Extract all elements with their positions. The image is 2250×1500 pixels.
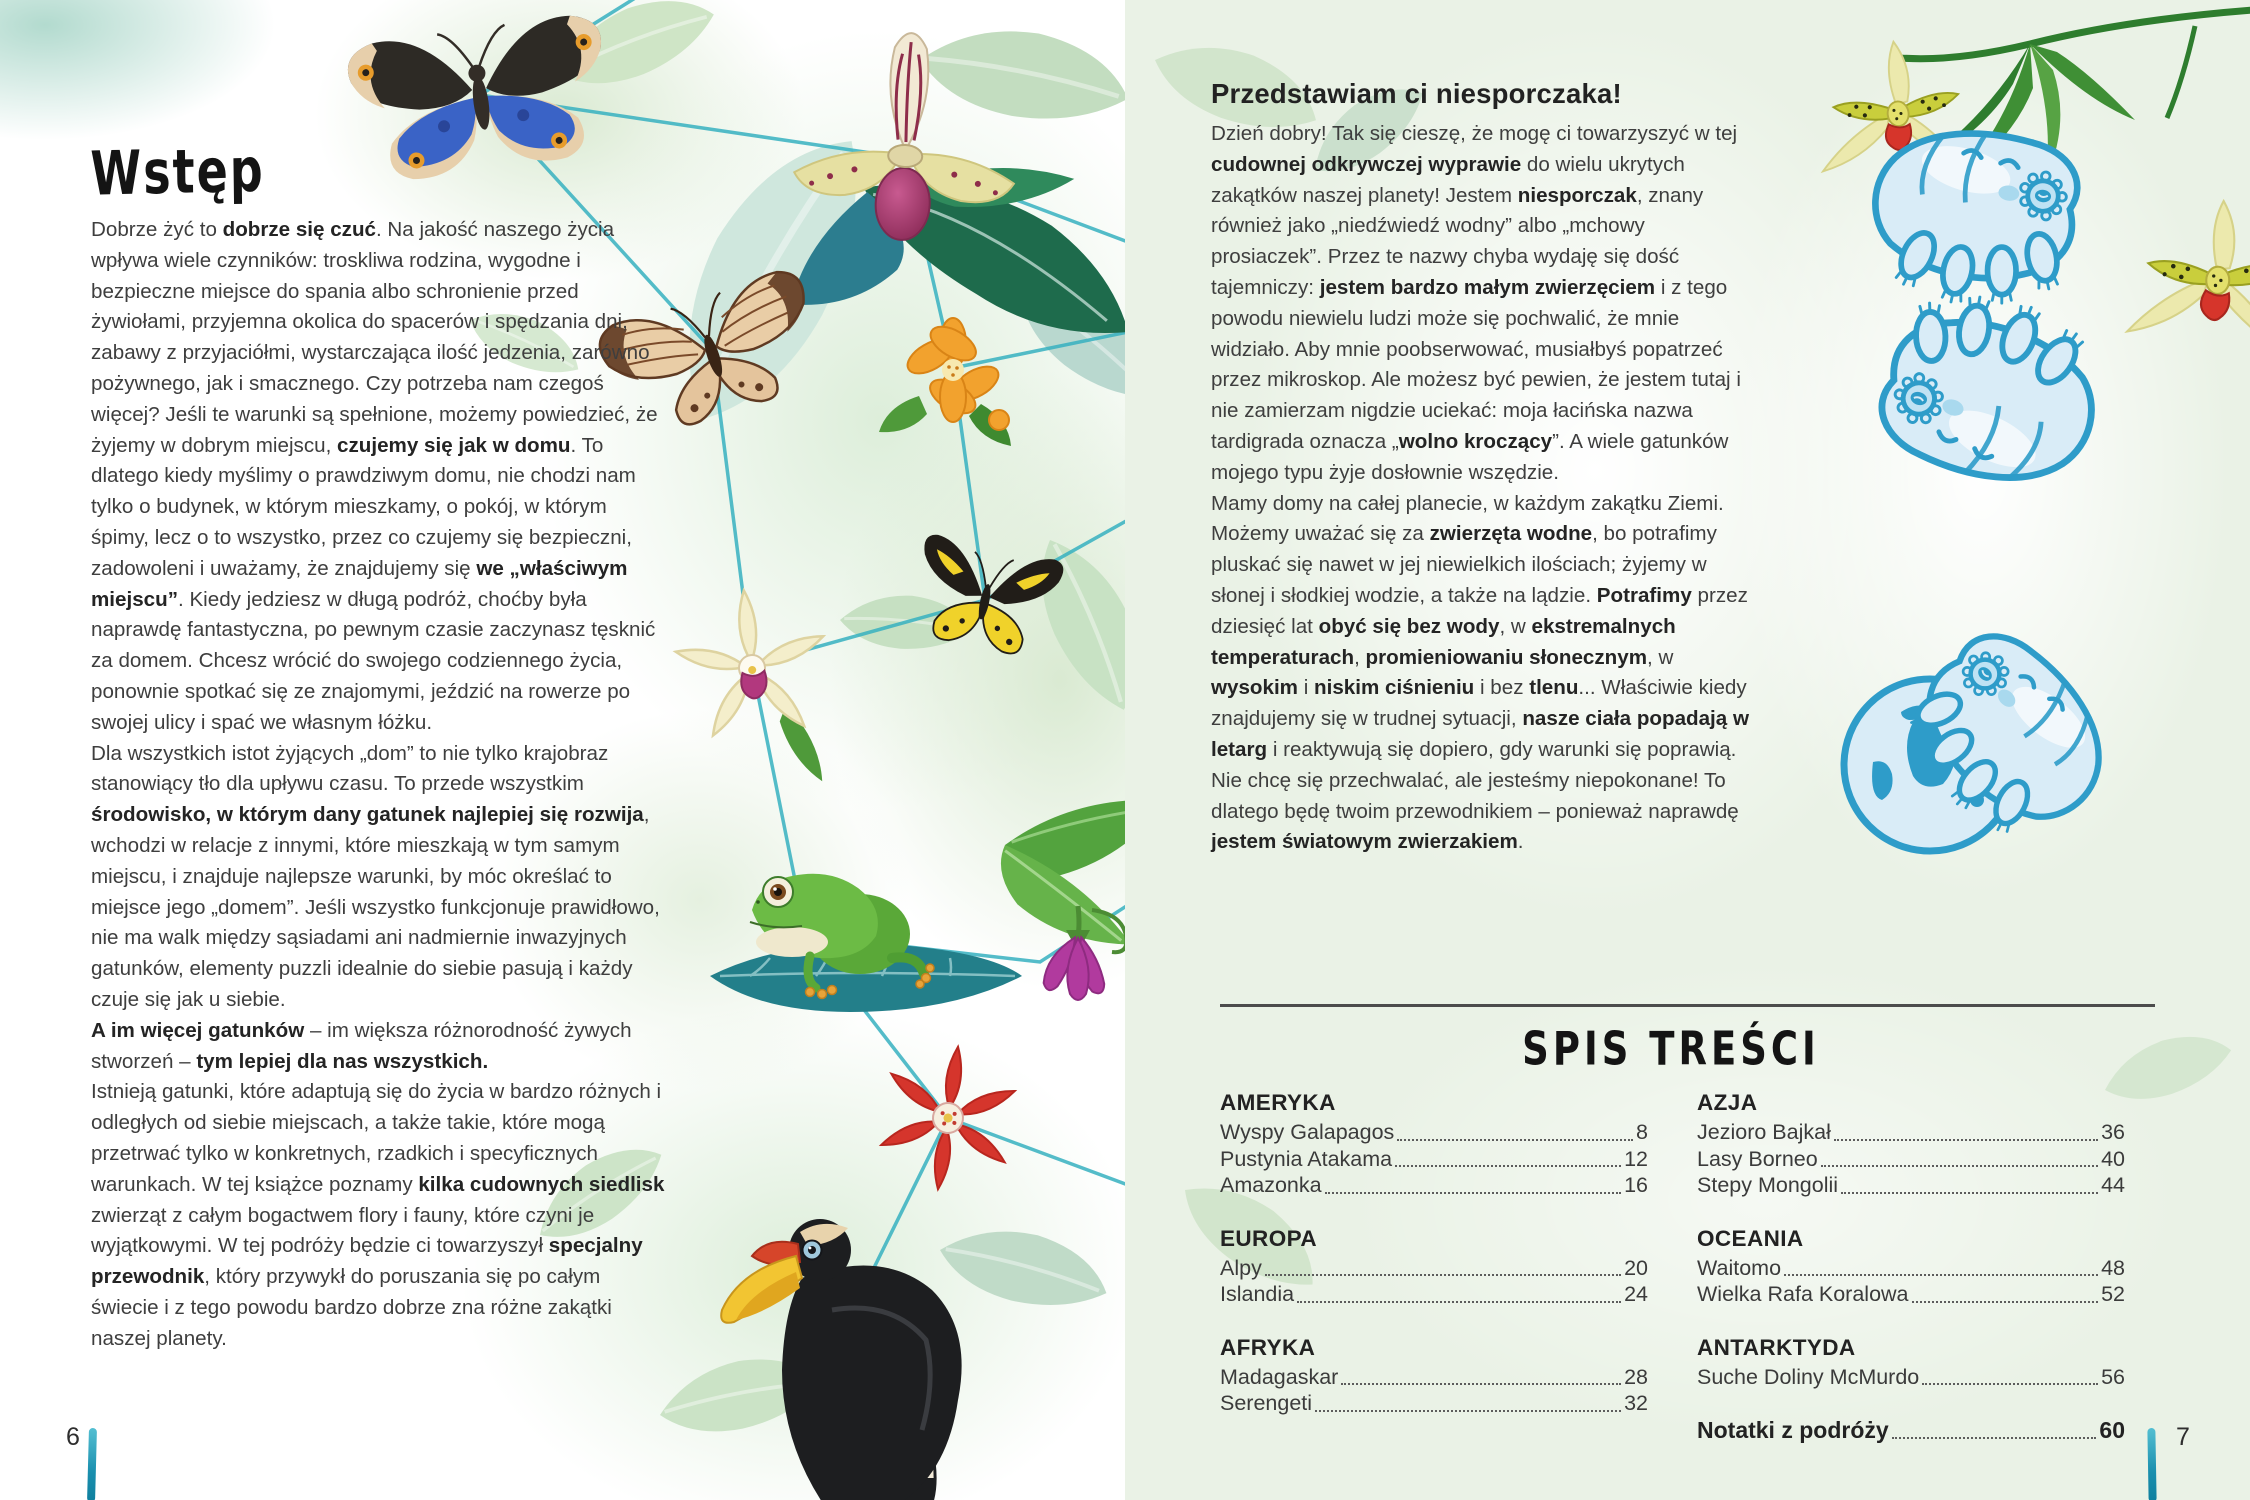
toc-item xyxy=(1220,1172,1648,1199)
toc-region-header: EUROPA xyxy=(1220,1225,1317,1251)
toc-item-page: 48 xyxy=(2101,1255,2125,1280)
intro-body-text xyxy=(91,215,666,1354)
toc-column-right xyxy=(1697,1090,2125,1444)
toc-item xyxy=(1697,1146,2125,1173)
toc-item xyxy=(1697,1364,2125,1391)
toc-item-page: 32 xyxy=(1624,1391,1648,1415)
toc-group xyxy=(1220,1335,1648,1417)
toc-region-header: OCEANIA xyxy=(1697,1225,1804,1251)
toc-divider-rule xyxy=(1220,1004,2155,1007)
toc-item xyxy=(1220,1255,1648,1282)
toc-item xyxy=(1220,1146,1648,1173)
toc-item-page: 56 xyxy=(2101,1364,2125,1389)
left-page-title: Wstęp xyxy=(90,133,266,210)
toc-item xyxy=(1697,1281,2125,1308)
toc-item-page: 28 xyxy=(1624,1364,1648,1389)
toc-region-header: AFRYKA xyxy=(1220,1334,1316,1360)
toc-item xyxy=(1220,1364,1648,1391)
toc-dotted-leader xyxy=(1821,1165,2098,1167)
toc-dotted-leader xyxy=(1397,1139,1633,1141)
toc-region-header: AZJA xyxy=(1697,1090,1758,1115)
toc-item-label: Serengeti xyxy=(1220,1391,1313,1415)
toc-dotted-leader xyxy=(1834,1139,2098,1141)
toc-dotted-leader xyxy=(1784,1274,2098,1276)
toc-item-label: Suche Doliny McMurdo xyxy=(1697,1364,1920,1389)
toc-region-header: ANTARKTYDA xyxy=(1697,1334,1856,1360)
toc-item-label: Alpy xyxy=(1220,1255,1262,1280)
toc-item-label: Stepy Mongolii xyxy=(1697,1173,1839,1197)
toc-dotted-leader xyxy=(1315,1410,1621,1412)
toc-item-label: Madagaskar xyxy=(1220,1364,1339,1389)
paragraph: Dobrze żyć to dobrze się czuć. Na jakość naszego życia wpływa wiele czynników: troskliwa rodzina, wygodne i bezpieczne miejsce do spania albo schronienie przed żywiołami, przyjemna okolica do spacerów i spędzania dni, zabawy z przyjaciółmi, wystarczająca ilość jedzenia, zarówno pożywnego, jak i smacznego. Czy potrzeba nam czegoś więcej? Jeśli te warunki są spełnione, możemy powiedzieć, że żyjemy w dobrym miejscu, czujemy się jak w domu. To dlatego kiedy myślimy o prawdziwym domu, nie chodzi nam tylko o budynek, w którym mieszkamy, o pokój, w którym śpimy, lecz o to wszystko, przez co czujemy się bezpieczni, zadowoleni i uważamy, że znajdujemy się we „właściwym miejscu”. Kiedy jedziesz w długą podróż, choćby była naprawdę fantastyczna, po pewnym czasie zaczynasz tęsknić za domem. Chcesz wrócić do swojego codziennego życia, ponownie spotkać się ze znajomymi, jeździć na rowerze po swojej ulicy i spać we własnym łóżku. xyxy=(91,218,658,734)
tardigrade-body-text xyxy=(1211,119,1758,858)
toc-item xyxy=(1220,1390,1648,1417)
toc-item-page: 16 xyxy=(1624,1173,1648,1197)
paragraph: Istnieją gatunki, które adaptują się do życia w bardzo różnych i odległych od siebie miejscach, a także takie, które mogą przetrwać tylko w konkretnych, rzadkich i specyficznych warunkach. W tej książce poznamy kilka cudownych siedlisk zwierząt z całym bogactwem flory i fauny, które czyni je wyjątkowymi. W tej podróży będzie ci towarzyszył specjalny przewodnik, który przywykł do poruszania się po całym świecie i z tego powodu bardzo dobrze zna różne zakątki naszej planety. xyxy=(91,1080,665,1350)
toc-column-left xyxy=(1220,1090,1648,1444)
toc-item-page: 60 xyxy=(2099,1417,2125,1443)
toc-item-page: 20 xyxy=(1624,1255,1648,1280)
toc-region-header: AMERYKA xyxy=(1220,1090,1336,1115)
toc-dotted-leader xyxy=(1922,1383,2098,1385)
toc-item-label: Wielka Rafa Koralowa xyxy=(1697,1282,1909,1306)
toc-group xyxy=(1220,1226,1648,1308)
toc-dotted-leader xyxy=(1325,1192,1621,1194)
toc-item-page: 52 xyxy=(2101,1282,2125,1306)
toc-item-page: 40 xyxy=(2101,1146,2125,1171)
toc-item-label: Pustynia Atakama xyxy=(1220,1146,1393,1171)
toc-item-label: Islandia xyxy=(1220,1282,1295,1306)
toc-item-page: 12 xyxy=(1624,1146,1648,1171)
page-number-left: 6 xyxy=(66,1423,80,1451)
toc-dotted-leader xyxy=(1341,1383,1621,1385)
toc-group xyxy=(1697,1226,2125,1308)
toc-title: SPIS TREŚCI xyxy=(1522,1022,1820,1076)
toc-dotted-leader xyxy=(1892,1437,2097,1439)
toc-dotted-leader xyxy=(1912,1301,2099,1303)
toc-item-page: 36 xyxy=(2101,1120,2125,1144)
tardigrade-intro-block xyxy=(1211,78,1758,858)
paragraph: Dla wszystkich istot żyjących „dom” to nie tylko krajobraz stanowiący tło dla upływu czasu. To przede wszystkim środowisko, w którym dany gatunek najlepiej się rozwija, wchodzi w relacje z innymi, które mieszkają w tym samym miejscu, i znajduje najlepsze warunki, by móc określać to miejsce jego „domem”. Jeśli wszystko funkcjonuje prawidłowo, nie ma walk między sąsiadami ani nadmiernie inwazyjnych gatunków, elementy puzzli idealnie do siebie pasują i każdy czuje się jak u siebie. xyxy=(91,741,660,1011)
toc-item-label: Jezioro Bajkał xyxy=(1697,1120,1831,1144)
toc-item-page: 44 xyxy=(2101,1173,2125,1197)
toc-group xyxy=(1697,1090,2125,1199)
toc-item xyxy=(1220,1281,1648,1308)
toc-dotted-leader xyxy=(1395,1165,1621,1167)
right-page-title: Przedstawiam ci niesporczaka! xyxy=(1211,78,1622,109)
toc-item-page: 8 xyxy=(1636,1120,1648,1144)
toc-item xyxy=(1697,1417,2125,1444)
toc-item-label: Wyspy Galapagos xyxy=(1220,1120,1395,1144)
toc-item-label: Lasy Borneo xyxy=(1697,1146,1818,1171)
paragraph: Mamy domy na całej planecie, w każdym zakątku Ziemi. Możemy uważać się za zwierzęta wodne, bo potrafimy pluskać się nawet w jej niewielkich ilościach; żyjemy w słonej i słodkiej wodzie, a także na lądzie. Potrafimy przez dziesięć lat obyć się bez wody, w ekstremalnych temperaturach, promieniowaniu słonecznym, w wysokim i niskim ciśnieniu i bez tlenu... Właściwie kiedy znajdujemy się w trudnej sytuacji, nasze ciała popadają w letarg i reaktywują się dopiero, gdy warunki się poprawią. xyxy=(1211,491,1749,761)
toc-dotted-leader xyxy=(1841,1192,2098,1194)
toc-item xyxy=(1220,1119,1648,1146)
toc-dotted-leader xyxy=(1297,1301,1621,1303)
toc-item-label: Notatki z podróży xyxy=(1697,1417,1889,1443)
brush-streak-right xyxy=(2147,1428,2156,1500)
toc-group xyxy=(1697,1335,2125,1391)
toc-item xyxy=(1697,1172,2125,1199)
toc-group xyxy=(1220,1090,1648,1199)
page-number-right: 7 xyxy=(2176,1423,2190,1451)
toc-item-label: Amazonka xyxy=(1220,1173,1322,1197)
toc-item-page: 24 xyxy=(1624,1282,1648,1306)
toc-dotted-leader xyxy=(1265,1274,1621,1276)
paragraph: Nie chcę się przechwalać, ale jesteśmy niepokonane! To dlatego będę twoim przewodnikiem – ponieważ naprawdę jestem światowym zwierzakiem. xyxy=(1211,768,1739,854)
paragraph: Dzień dobry! Tak się cieszę, że mogę ci towarzyszyć w tej cudownej odkrywczej wyprawie do wielu ukrytych zakątków naszej planety! Jestem niesporczak, znany również jako „niedźwiedź wodny” albo „mchowy prosiaczek”. Przez te nazwy chyba wydaję się dość tajemniczy: jestem bardzo małym zwierzęciem i z tego powodu niewielu ludzi może się pochwalić, że mnie widziało. Aby mnie poobserwować, musiałbyś popatrzeć przez mikroskop. Ale możesz być pewien, że jestem tutaj i nie zamierzam nigdzie uciekać: moja łacińska nazwa tardigrada oznacza „wolno kroczący”. A wiele gatunków mojego typu żyje dosłownie wszędzie. xyxy=(1211,122,1741,484)
paragraph: A im więcej gatunków – im większa różnorodność żywych stworzeń – tym lepiej dla nas wszystkich. xyxy=(91,1018,632,1073)
toc-item xyxy=(1697,1255,2125,1282)
toc-item-label: Waitomo xyxy=(1697,1255,1782,1280)
toc-item xyxy=(1697,1119,2125,1146)
